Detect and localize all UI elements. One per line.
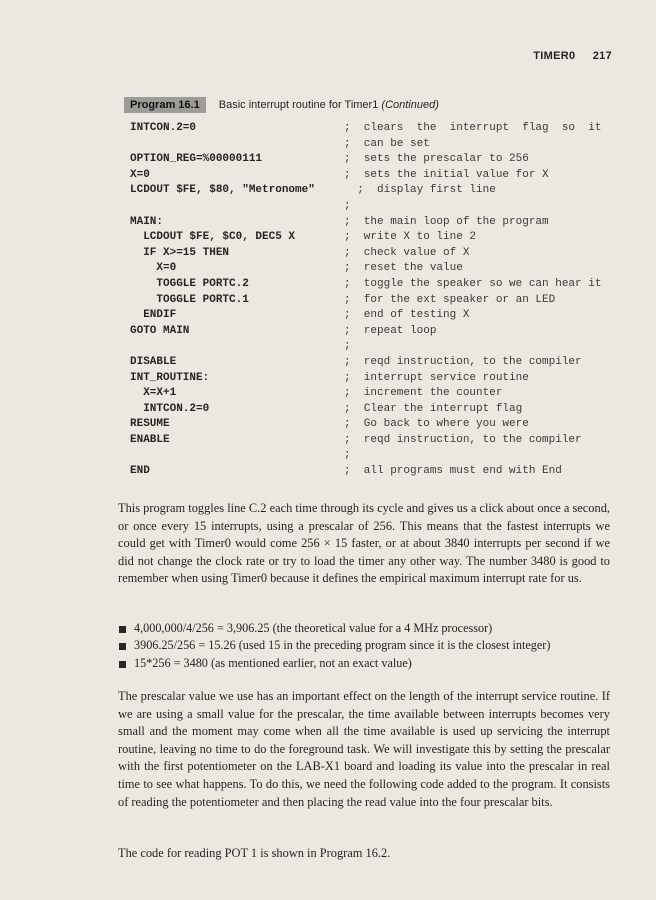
- square-bullet-icon: [119, 643, 126, 650]
- code-line: [130, 261, 630, 277]
- code-line: [130, 402, 630, 418]
- code-line: [130, 324, 630, 340]
- code-line: [130, 121, 630, 137]
- code-comment: ; repeat loop: [344, 324, 437, 337]
- code-statement: IF X>=15 THEN: [130, 246, 230, 259]
- code-comment: ; check value of X: [344, 246, 470, 259]
- code-line: [130, 277, 630, 293]
- code-comment: ; display first line: [344, 184, 496, 197]
- code-comment: ;: [344, 340, 351, 353]
- code-comment: ; sets the initial value for X: [344, 168, 549, 181]
- code-comment: ; Clear the interrupt flag: [344, 402, 523, 415]
- code-comment: ; toggle the speaker so we can hear it: [344, 277, 602, 290]
- code-statement: TOGGLE PORTC.1: [130, 293, 249, 306]
- code-line: [130, 464, 630, 480]
- continued-label: (Continued): [381, 99, 439, 111]
- code-comment: ; all programs must end with End: [344, 465, 562, 478]
- code-statement: LCDOUT $FE, $80, "Metronome": [130, 184, 315, 197]
- code-line: [130, 215, 630, 231]
- code-line: [130, 355, 630, 371]
- code-line: [130, 386, 630, 402]
- code-statement: X=0: [130, 262, 177, 275]
- code-comment: ; sets the prescalar to 256: [344, 153, 529, 166]
- code-statement: ENDIF: [130, 309, 177, 322]
- code-listing: [130, 121, 630, 480]
- code-statement: MAIN:: [130, 215, 164, 228]
- code-comment: ; reset the value: [344, 262, 463, 275]
- code-line: [130, 137, 630, 153]
- list-item: [118, 620, 618, 637]
- code-statement: OPTION_REG=%00000111: [130, 153, 263, 166]
- list-item-text: 3906.25/256 = 15.26 (used 15 in the preceding program since it is the closest integer): [134, 638, 551, 653]
- code-line: [130, 246, 630, 262]
- code-statement: TOGGLE PORTC.2: [130, 277, 249, 290]
- body-paragraph-3: The code for reading POT 1 is shown in Program 16.2.: [118, 846, 391, 860]
- code-statement: LCDOUT $FE, $C0, DEC5 X: [130, 231, 296, 244]
- code-line: [130, 308, 630, 324]
- page-number: 217: [592, 50, 612, 62]
- code-comment: ; interrupt service routine: [344, 371, 529, 384]
- code-statement: INTCON.2=0: [130, 402, 210, 415]
- body-paragraph-2: The prescalar value we use has an important effect on the length of the interrupt service routine. If we are using a small value for the prescalar, the time available between interrupts becomes very small and the moment may come when all the time available is used up servicing the interrupt routine, leaving no time to do the foreground task. We will investigate this by setting the prescalar with the first potentiometer on the LAB-X1 board and loading its value into the prescalar in real time to see what happens. To do this, we need the following code added to the program. It consists of reading the potentiometer and then placing the read value into the four prescalar bits.: [118, 689, 610, 809]
- body-paragraph-1: This program toggles line C.2 each time through its cycle and gives us a click about once a second, or once every 15 interrupts, using a prescalar of 256. This means that the fastest interrupts we could get with Timer0 would come 256 × 15 faster, or at about 3840 interrupts per second if we did not change the clock rate or try to load the timer any other way. The number 3480 is good to remember when using Timer0 because it defines the empirical maximum interrupt rate for us.: [118, 501, 610, 586]
- code-line: [130, 168, 630, 184]
- code-line: [130, 199, 630, 215]
- code-comment: ; increment the counter: [344, 387, 503, 400]
- code-comment: ; end of testing X: [344, 309, 470, 322]
- code-statement: INTCON.2=0: [130, 122, 197, 134]
- square-bullet-icon: [119, 661, 126, 668]
- code-statement: END: [130, 465, 150, 478]
- code-comment: ; for the ext speaker or an LED: [344, 293, 556, 306]
- code-comment: ; can be set: [344, 137, 430, 150]
- code-statement: DISABLE: [130, 355, 177, 368]
- code-line: [130, 339, 630, 355]
- code-statement: ENABLE: [130, 433, 170, 446]
- running-header: [533, 50, 612, 62]
- code-comment: ; Go back to where you were: [344, 418, 529, 431]
- list-item-text: 15*256 = 3480 (as mentioned earlier, not an exact value): [134, 655, 412, 670]
- code-line: [130, 448, 630, 464]
- code-line: [130, 417, 630, 433]
- program-tag: Program 16.1: [124, 97, 206, 113]
- code-comment: ; write X to line 2: [344, 231, 477, 244]
- chapter-title: TIMER0: [533, 50, 576, 62]
- list-item: [118, 637, 618, 654]
- code-statement: X=0: [130, 168, 150, 181]
- code-line: [130, 152, 630, 168]
- code-line: [130, 230, 630, 246]
- code-comment: ; clears the interrupt flag so it: [344, 122, 602, 134]
- code-line: [130, 293, 630, 309]
- listing-caption: [124, 99, 439, 111]
- code-comment: ;: [344, 449, 351, 462]
- code-comment: ; the main loop of the program: [344, 215, 549, 228]
- calculation-list: [118, 620, 618, 672]
- list-item-text: 4,000,000/4/256 = 3,906.25 (the theoretical value for a 4 MHz processor): [134, 621, 493, 635]
- code-statement: GOTO MAIN: [130, 324, 190, 337]
- code-comment: ; reqd instruction, to the compiler: [344, 355, 582, 368]
- list-item: [118, 655, 618, 672]
- code-statement: X=X+1: [130, 387, 177, 400]
- code-statement: INT_ROUTINE:: [130, 371, 210, 384]
- code-comment: ; reqd instruction, to the compiler: [344, 433, 582, 446]
- code-line: [130, 371, 630, 387]
- code-comment: ;: [344, 199, 351, 212]
- listing-title: Basic interrupt routine for Timer1: [218, 99, 379, 111]
- code-line: [130, 183, 630, 199]
- square-bullet-icon: [119, 626, 126, 633]
- code-line: [130, 433, 630, 449]
- code-statement: RESUME: [130, 418, 170, 431]
